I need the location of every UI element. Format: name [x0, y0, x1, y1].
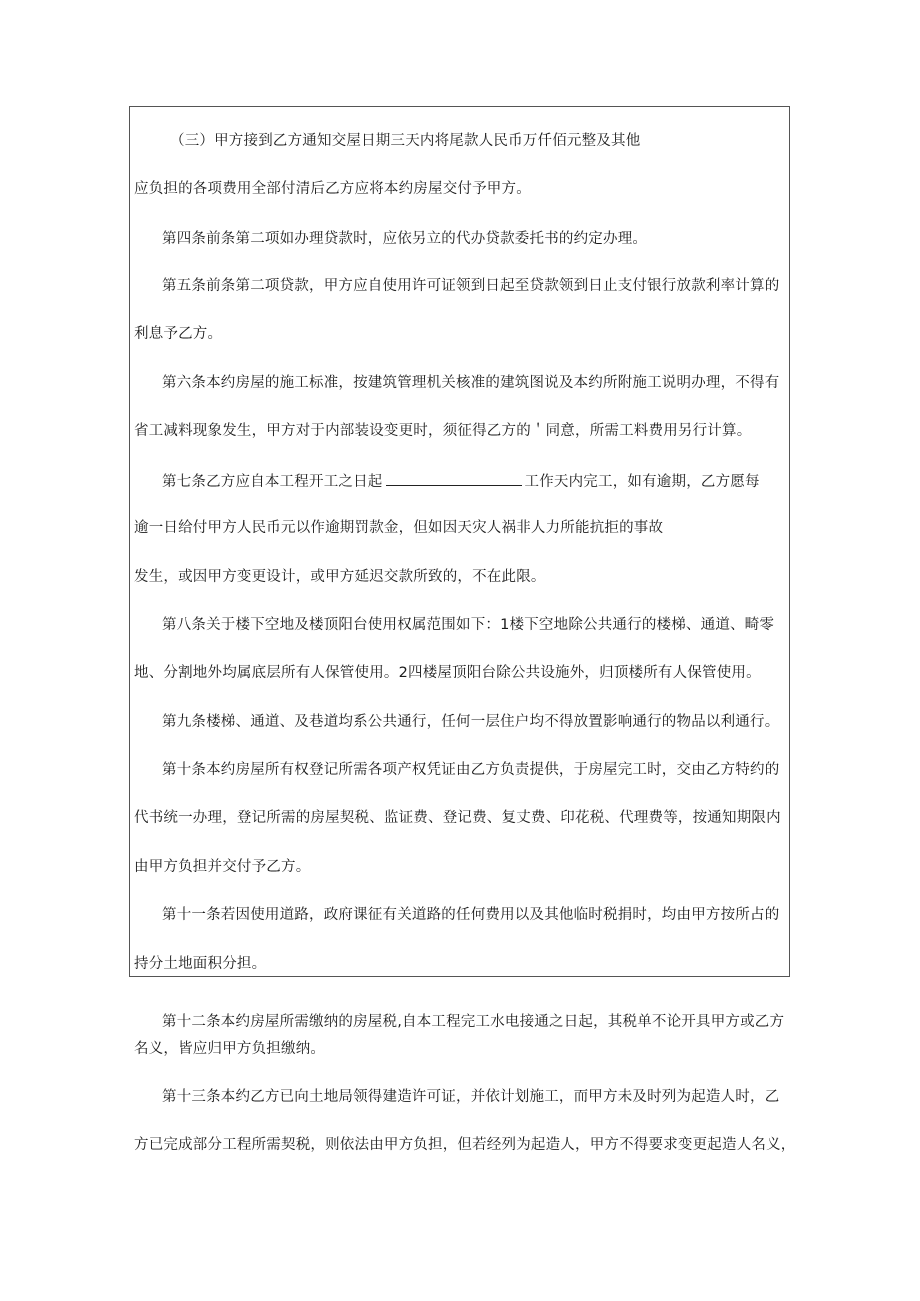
clause-4-line-1: 第四条前条第二项如办理贷款时，应依另立的代办贷款委托书的约定办理。 [162, 231, 648, 247]
clause-8-line-1: 第八条关于楼下空地及楼顶阳台使用权属范围如下：1楼下空地除公共通行的楼梯、通道、畸零 [162, 617, 775, 633]
clause-11-line-2: 持分土地面积分担。 [134, 956, 267, 972]
clause-3-line-2: 应负担的各项费用全部付清后乙方应将本约房屋交付予甲方。 [134, 181, 531, 197]
clause-7-line-2: 逾一日给付甲方人民币元以作逾期罚款金，但如因天灾人祸非人力所能抗拒的事故 [134, 520, 664, 536]
clause-13-line-1: 第十三条本约乙方已向土地局领得建造许可证，并依计划施工，而甲方未及时列为起造人时，乙 [162, 1089, 780, 1105]
clause-7-line-3: 发生，或因甲方变更设计，或甲方延迟交款所致的，不在此限。 [134, 569, 546, 585]
clause-6-line-1: 第六条本约房屋的施工标准，按建筑管理机关核准的建筑图说及本约所附施工说明办理，不得有 [162, 375, 780, 391]
clause-7-line-1-start: 第七条乙方应自本工程开工之日起 [162, 474, 383, 490]
clause-10-line-1: 第十条本约房屋所有权登记所需各项产权凭证由乙方负责提供，于房屋完工时，交由乙方特约的 [162, 762, 780, 778]
clause-13-line-2: 方已完成部分工程所需契税，则依法由甲方负担，但若经列为起造人，甲方不得要求变更起造人名义， [134, 1137, 796, 1153]
work-days-blank [386, 470, 522, 486]
clause-3-line-1: （三）甲方接到乙方通知交屋日期三天内将尾款人民币万仟佰元整及其他 [170, 133, 641, 149]
clause-5-line-1: 第五条前条第二项贷款，甲方应自使用许可证领到日起至贷款领到日止支付银行放款利率计算的 [162, 278, 780, 294]
clause-10-line-2: 代书统一办理，登记所需的房屋契税、监证费、登记费、复丈费、印花税、代理费等，按通知期限内 [134, 810, 781, 826]
clause-6-line-2: 省工减料现象发生，甲方对于内部装设变更时，须征得乙方的＇同意，所需工料费用另行计算。 [134, 423, 752, 439]
clause-8-line-2: 地、分割地外均属底层所有人保管使用。2四楼屋顶阳台除公共设施外，归顶楼所有人保管使用。 [134, 665, 761, 681]
clause-7-line-1-end: 工作天内完工，如有逾期，乙方愿每 [524, 474, 760, 490]
clause-12-line-2: 名义，皆应归甲方负担缴纳。 [134, 1041, 326, 1057]
clause-12-line-1: 第十二条本约房屋所需缴纳的房屋税,自本工程完工水电接通之日起，其税单不论开具甲方或乙方 [162, 1014, 785, 1030]
clause-11-line-1: 第十一条若因使用道路，政府课征有关道路的任何费用以及其他临时税捐时，均由甲方按所占的 [162, 907, 780, 923]
clause-7-line-1 [162, 470, 760, 492]
clause-5-line-2: 利息予乙方。 [134, 326, 223, 342]
clause-9-line-1: 第九条楼梯、通道、及巷道均系公共通行，任何一层住户均不得放置影响通行的物品以利通行。 [162, 714, 780, 730]
clause-10-line-3: 由甲方负担并交付予乙方。 [134, 859, 311, 875]
